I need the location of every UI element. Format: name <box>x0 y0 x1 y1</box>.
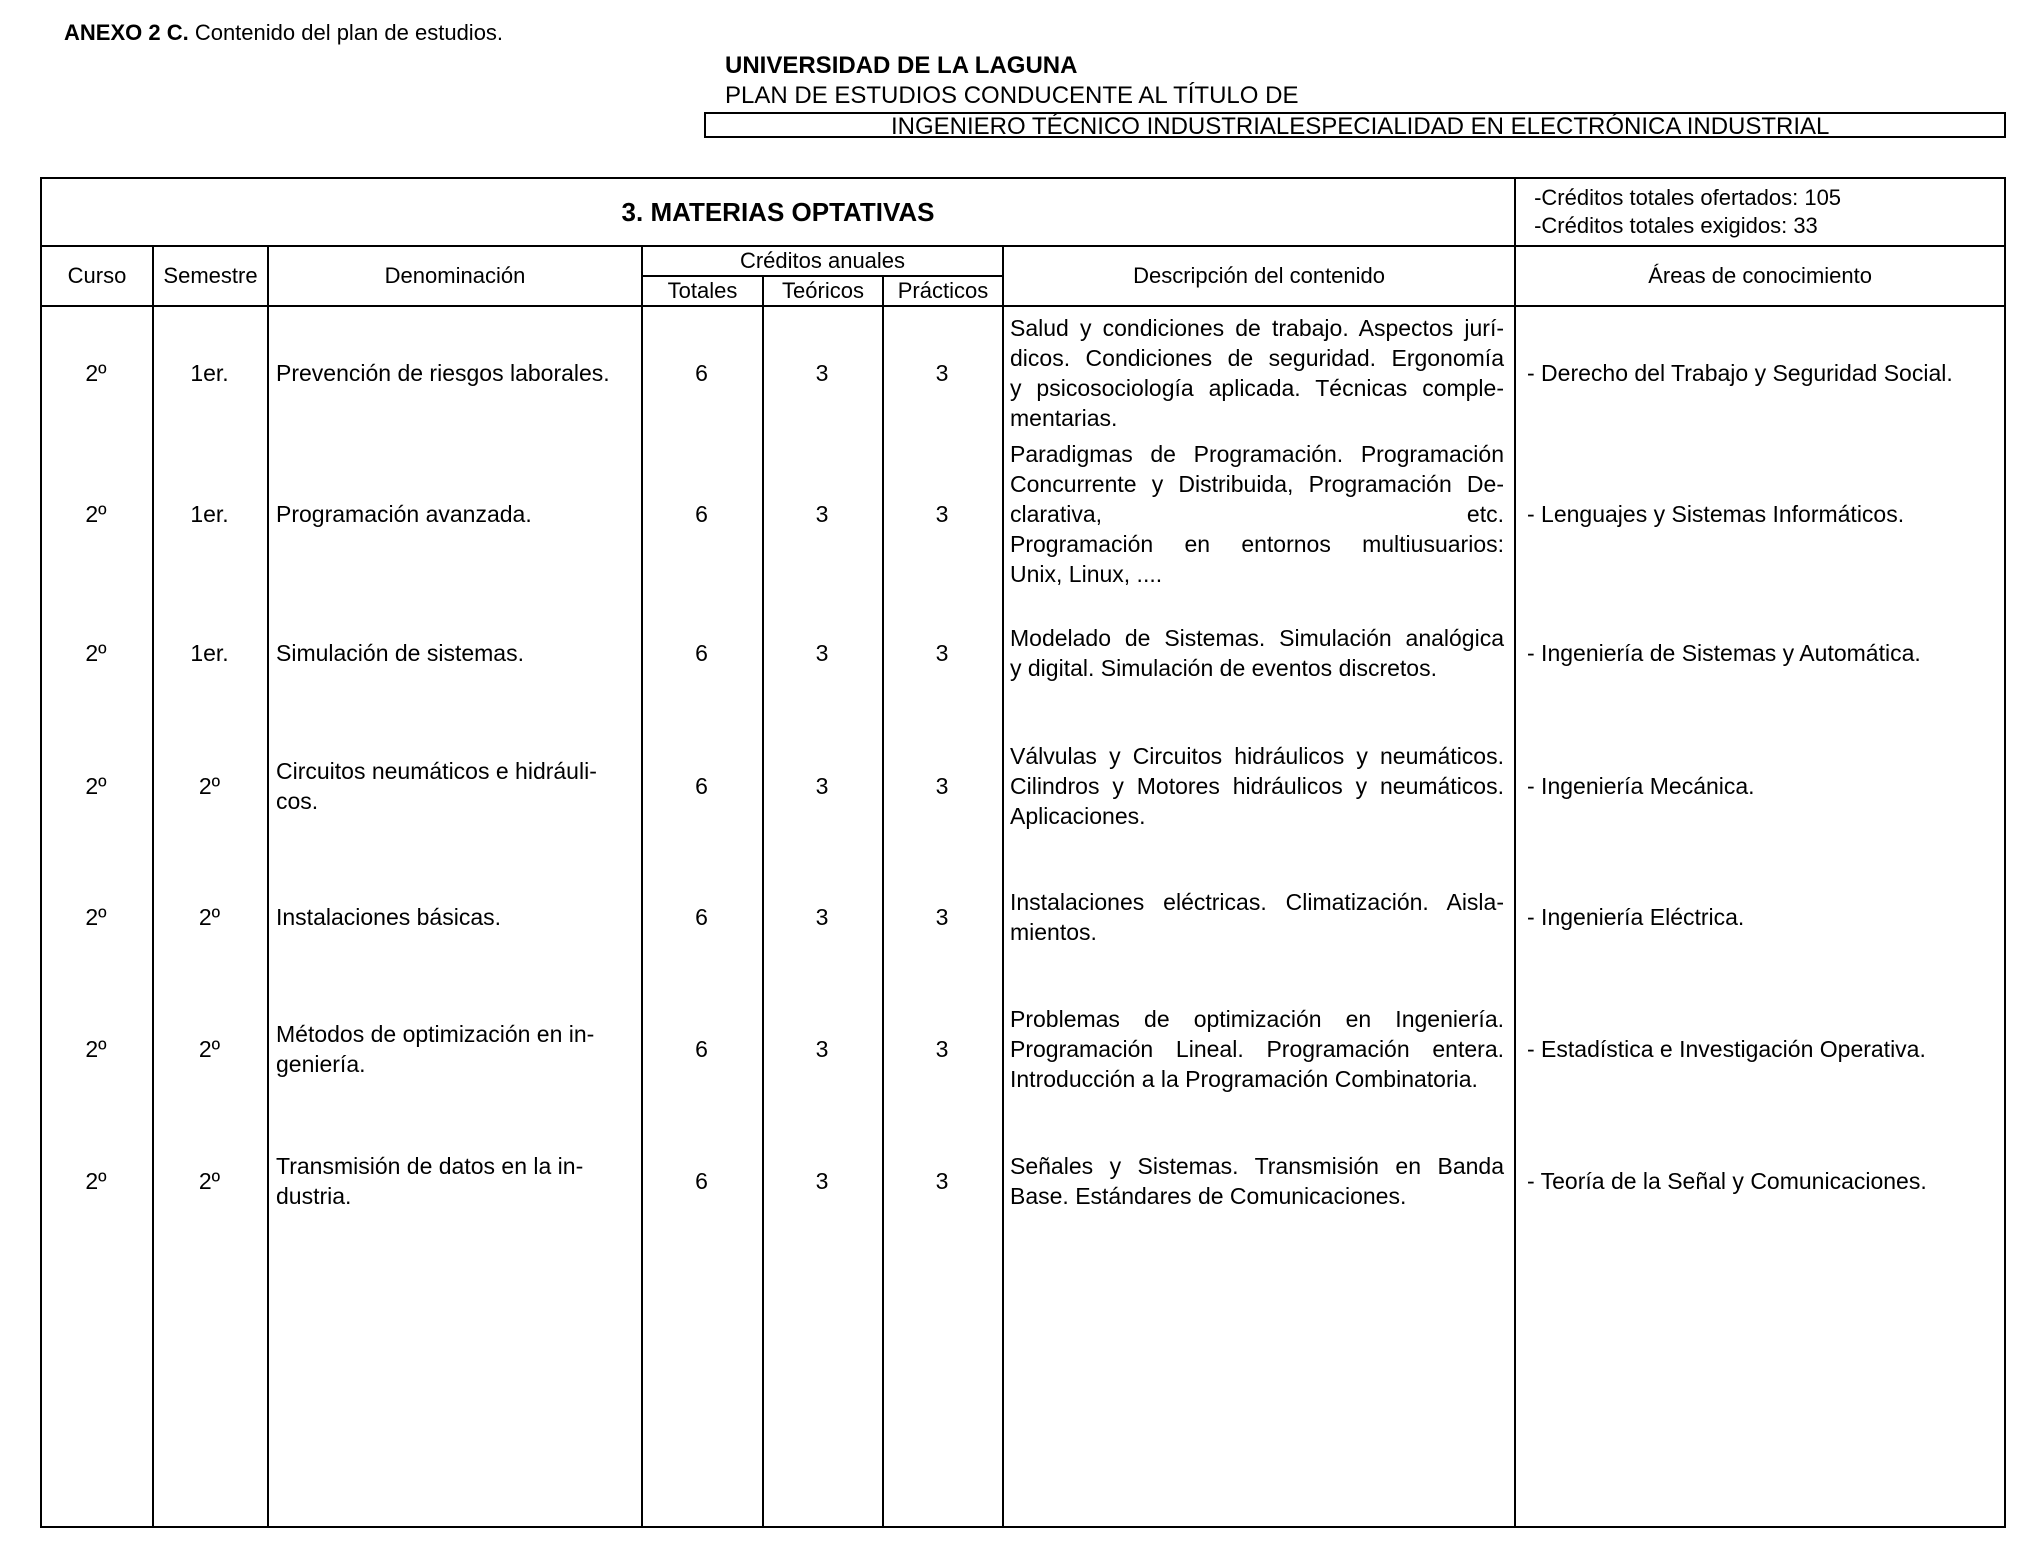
row-teoricos <box>762 902 882 932</box>
row-semestre-line: 1er. <box>190 640 229 666</box>
credits-offered: -Créditos totales ofertados: 105 <box>1534 185 1842 210</box>
row-denominacion <box>276 499 636 529</box>
row-totales <box>641 358 762 388</box>
row-semestre-line: 2º <box>198 773 221 799</box>
row-practicos <box>882 1034 1002 1064</box>
col-header-creditos: Créditos anuales <box>642 246 1003 276</box>
annex-heading <box>64 20 503 46</box>
row-totales <box>641 638 762 668</box>
row-descripcion-line: Base. Estándares de Comunicaciones. <box>1010 1183 1407 1209</box>
row-denominacion-line: Circuitos neumáticos e hidráuli- <box>276 758 597 784</box>
row-practicos <box>882 499 1002 529</box>
row-totales-line: 6 <box>695 1168 708 1194</box>
row-descripcion-line: mientos. <box>1010 919 1097 945</box>
row-denominacion-line: dustria. <box>276 1183 352 1209</box>
row-totales-line: 6 <box>695 360 708 386</box>
row-denominacion <box>276 358 636 388</box>
row-descripcion-line: y psicosociología aplicada. Técnicas comple- <box>1010 375 1504 401</box>
row-area-line: - Ingeniería Mecánica. <box>1527 773 1755 799</box>
row-descripcion-line: Unix, Linux, .... <box>1010 561 1163 587</box>
row-semestre-line: 2º <box>198 1036 221 1062</box>
plan-title: PLAN DE ESTUDIOS CONDUCENTE AL TÍTULO DE <box>725 82 1299 109</box>
row-descripcion-line: Introducción a la Programación Combinatoria. <box>1010 1066 1478 1092</box>
row-curso-line: 2º <box>85 640 107 666</box>
row-totales-line: 6 <box>695 501 708 527</box>
row-descripcion-line: Señales y Sistemas. Transmisión en Banda <box>1010 1153 1504 1179</box>
row-curso <box>40 771 152 801</box>
row-practicos-line: 3 <box>935 1168 949 1194</box>
col-header-semestre: Semestre <box>153 246 268 306</box>
row-curso <box>40 499 152 529</box>
row-descripcion-line: Modelado de Sistemas. Simulación analógica <box>1010 625 1504 651</box>
row-area <box>1527 1166 1997 1196</box>
row-denominacion-line: Instalaciones básicas. <box>276 904 502 930</box>
row-area-line: - Derecho del Trabajo y Seguridad Social. <box>1527 360 1953 386</box>
annex-label: ANEXO 2 C. <box>64 20 189 45</box>
row-curso-line: 2º <box>85 1168 107 1194</box>
row-descripcion-line: Programación en entornos multiusuarios: <box>1010 531 1504 557</box>
row-totales <box>641 1166 762 1196</box>
row-practicos <box>882 902 1002 932</box>
col-header-descripcion: Descripción del contenido <box>1003 246 1515 306</box>
row-descripcion-line: Cilindros y Motores hidráulicos y neumáticos. <box>1010 773 1504 799</box>
row-practicos-line: 3 <box>935 773 949 799</box>
row-practicos-line: 3 <box>935 904 949 930</box>
col-header-practicos: Prácticos <box>883 276 1003 306</box>
row-area <box>1527 358 1997 388</box>
credits-required: -Créditos totales exigidos: 33 <box>1534 213 1818 238</box>
row-descripcion-line: Concurrente y Distribuida, Programación De- <box>1010 471 1504 497</box>
row-teoricos <box>762 358 882 388</box>
row-descripcion-line: Válvulas y Circuitos hidráulicos y neumáticos. <box>1010 743 1504 769</box>
row-descripcion-line: clarativa, etc. <box>1010 501 1504 527</box>
col-header-areas: Áreas de conocimiento <box>1515 246 2005 306</box>
row-semestre <box>152 1166 267 1196</box>
row-teoricos <box>762 1166 882 1196</box>
row-area <box>1527 1034 1997 1064</box>
row-practicos <box>882 358 1002 388</box>
row-denominacion-line: Programación avanzada. <box>276 501 532 527</box>
row-descripcion-line: y digital. Simulación de eventos discretos. <box>1010 655 1437 681</box>
row-denominacion-line: Transmisión de datos en la in- <box>276 1153 584 1179</box>
row-descripcion-line: dicos. Condiciones de seguridad. Ergonomía <box>1010 345 1504 371</box>
row-curso-line: 2º <box>85 1036 107 1062</box>
section-title: 3. MATERIAS OPTATIVAS <box>41 178 1515 246</box>
col-header-teoricos: Teóricos <box>763 276 883 306</box>
row-practicos-line: 3 <box>935 640 949 666</box>
row-semestre <box>152 638 267 668</box>
credit-totals <box>1515 178 2005 246</box>
row-denominacion <box>276 1151 636 1211</box>
row-denominacion <box>276 1019 636 1079</box>
row-teoricos-line: 3 <box>815 640 829 666</box>
degree-title-box: INGENIERO TÉCNICO INDUSTRIALESPECIALIDAD EN ELECTRÓNICA INDUSTRIAL <box>704 112 2006 138</box>
row-curso-line: 2º <box>85 773 107 799</box>
col-header-denominacion: Denominación <box>268 246 642 306</box>
row-teoricos-line: 3 <box>815 904 829 930</box>
row-semestre <box>152 499 267 529</box>
row-teoricos-line: 3 <box>815 1168 829 1194</box>
row-curso <box>40 638 152 668</box>
row-totales <box>641 499 762 529</box>
col-header-totales: Totales <box>642 276 763 306</box>
row-descripcion-line: mentarias. <box>1010 405 1118 431</box>
row-curso-line: 2º <box>85 360 107 386</box>
row-semestre-line: 2º <box>198 904 221 930</box>
row-totales-line: 6 <box>695 640 708 666</box>
row-teoricos <box>762 499 882 529</box>
row-descripcion <box>1010 439 1504 589</box>
annex-description: Contenido del plan de estudios. <box>188 20 504 45</box>
university-name: UNIVERSIDAD DE LA LAGUNA <box>725 52 1078 79</box>
row-denominacion-line: Simulación de sistemas. <box>276 640 524 666</box>
row-semestre <box>152 358 267 388</box>
row-totales <box>641 771 762 801</box>
row-area-line: - Estadística e Investigación Operativa. <box>1527 1036 1926 1062</box>
row-semestre-line: 1er. <box>190 360 229 386</box>
row-descripcion <box>1010 1151 1504 1211</box>
row-teoricos-line: 3 <box>815 773 829 799</box>
row-denominacion <box>276 902 636 932</box>
row-curso <box>40 902 152 932</box>
row-descripcion-line: Salud y condiciones de trabajo. Aspectos jurí- <box>1010 315 1504 341</box>
row-practicos-line: 3 <box>935 1036 949 1062</box>
row-teoricos-line: 3 <box>815 360 829 386</box>
row-totales-line: 6 <box>695 773 708 799</box>
row-semestre <box>152 1034 267 1064</box>
row-teoricos <box>762 771 882 801</box>
row-totales-line: 6 <box>695 904 708 930</box>
row-semestre <box>152 902 267 932</box>
row-teoricos-line: 3 <box>815 501 829 527</box>
row-practicos <box>882 638 1002 668</box>
row-curso <box>40 1034 152 1064</box>
row-semestre-line: 2º <box>198 1168 221 1194</box>
row-practicos-line: 3 <box>935 501 949 527</box>
row-descripcion <box>1010 1004 1504 1094</box>
row-denominacion-line: Prevención de riesgos laborales. <box>276 360 610 386</box>
row-curso <box>40 358 152 388</box>
col-header-curso: Curso <box>41 246 153 306</box>
row-descripcion-line: Paradigmas de Programación. Programación <box>1010 441 1504 467</box>
row-semestre-line: 1er. <box>190 501 229 527</box>
row-area-line: - Ingeniería de Sistemas y Automática. <box>1527 640 1921 666</box>
row-practicos-line: 3 <box>935 360 949 386</box>
row-descripcion <box>1010 887 1504 947</box>
row-descripcion-line: Aplicaciones. <box>1010 803 1146 829</box>
row-area <box>1527 771 1997 801</box>
row-descripcion <box>1010 623 1504 683</box>
row-denominacion-line: geniería. <box>276 1051 366 1077</box>
row-semestre <box>152 771 267 801</box>
row-totales <box>641 902 762 932</box>
row-area-line: - Lenguajes y Sistemas Informáticos. <box>1527 501 1905 527</box>
row-practicos <box>882 1166 1002 1196</box>
row-curso-line: 2º <box>85 904 107 930</box>
row-denominacion-line: cos. <box>276 788 319 814</box>
row-totales-line: 6 <box>695 1036 708 1062</box>
row-area-line: - Ingeniería Eléctrica. <box>1527 904 1745 930</box>
row-curso-line: 2º <box>85 501 107 527</box>
row-descripcion-line: Instalaciones eléctricas. Climatización. Aisla- <box>1010 889 1504 915</box>
row-descripcion-line: Programación Lineal. Programación entera. <box>1010 1036 1504 1062</box>
row-descripcion <box>1010 741 1504 831</box>
row-area <box>1527 638 1997 668</box>
row-totales <box>641 1034 762 1064</box>
row-descripcion <box>1010 313 1504 433</box>
row-denominacion <box>276 638 636 668</box>
row-teoricos <box>762 1034 882 1064</box>
row-area <box>1527 902 1997 932</box>
row-curso <box>40 1166 152 1196</box>
row-denominacion-line: Métodos de optimización en in- <box>276 1021 595 1047</box>
row-area-line: - Teoría de la Señal y Comunicaciones. <box>1527 1168 1927 1194</box>
row-area <box>1527 499 1997 529</box>
row-descripcion-line: Problemas de optimización en Ingeniería. <box>1010 1006 1504 1032</box>
row-teoricos-line: 3 <box>815 1036 829 1062</box>
row-teoricos <box>762 638 882 668</box>
row-practicos <box>882 771 1002 801</box>
row-denominacion <box>276 756 636 816</box>
